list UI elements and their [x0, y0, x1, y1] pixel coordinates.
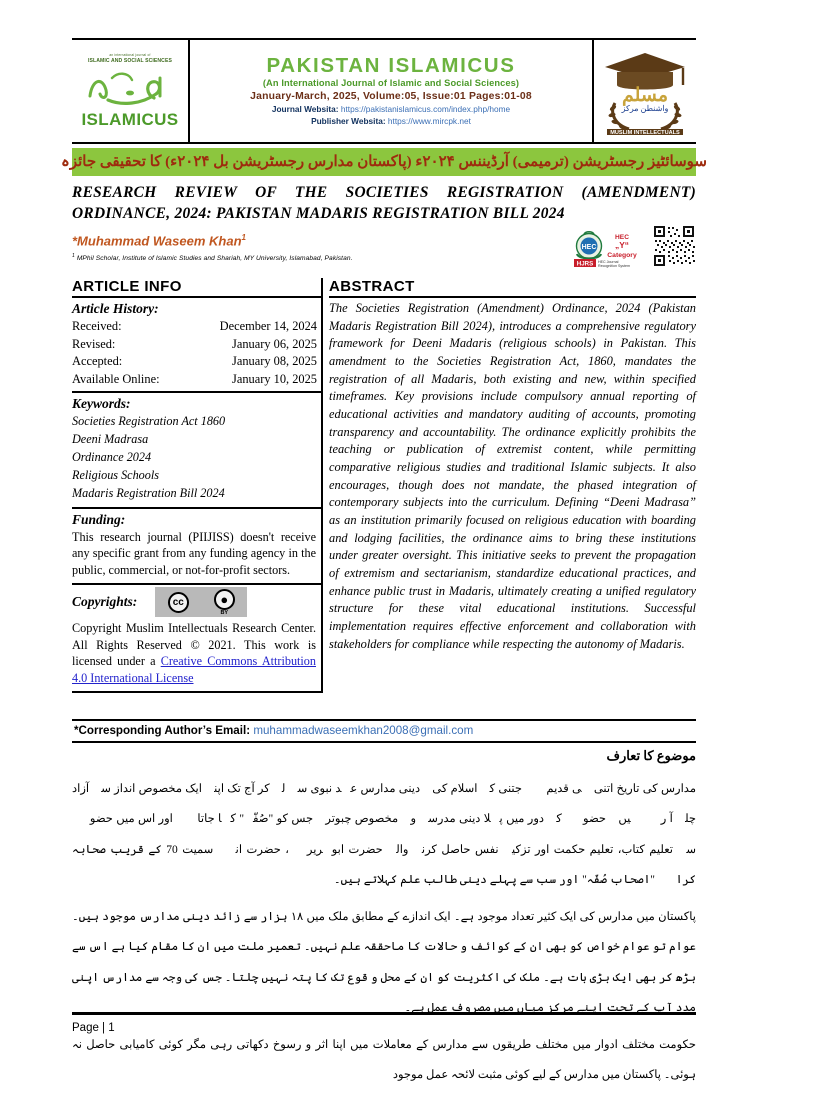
logo-wordmark: ISLAMICUS	[81, 109, 179, 129]
urdu-paragraph: مدارس کی تاریخ اتنی ہی قدیم ہے جتنی کہ اسلام کی۔ دینی مدارس عہد نبوی سے لے کر آج تک اپنے ایک مخصوص انداز سے آزاد چلے آ رہے ہیں۔ حضورؐ کے دور میں پہلا دینی مدرسہ وہ مخصوص چبوترہ جس کو "صُفّہ" کہا جاتا ہے اور اس میں حضورؐ سے تعلیم کتاب، تعلیم حکمت اور تزکیہ نفس حاصل کرنے والے حضرت ابوہریرہؓ، حضرت انسؓ سمیت 70 کے قریب صحابہ کرامؓ "اصحاب صُفّہ" اور سب سے پہلے دینی طالب علم کہلاتے ہیں۔	[72, 783, 697, 887]
journal-title: PAKISTAN ISLAMICUS	[266, 53, 516, 77]
history-row	[72, 353, 321, 371]
article-info-heading: ARTICLE INFO	[72, 278, 321, 298]
page-number: Page | 1	[72, 1022, 115, 1034]
copyright-statement: Copyright Muslim Intellectuals Research Center. All Rights Reserved © 2021. This work is licensed under a	[72, 621, 316, 669]
hec-category-badge	[572, 230, 646, 268]
cc-by-label: BY	[220, 609, 229, 616]
svg-text:HJRS: HJRS	[576, 260, 594, 268]
svg-text:HEC Journal: HEC Journal	[598, 260, 619, 264]
islamicus-logo	[72, 40, 190, 142]
history-value: January 10, 2025	[232, 371, 317, 386]
history-label: Available Online:	[72, 371, 160, 386]
funding-text: This research journal (PIIJISS) doesn't receive any specific grant from any funding agency in the public, commercial, or not-for-profit sectors.	[72, 529, 316, 577]
history-row	[72, 371, 321, 389]
history-value: January 08, 2025	[232, 354, 317, 369]
mirc-logo	[592, 40, 696, 142]
masthead-center	[190, 40, 592, 142]
creative-commons-badge-icon	[155, 587, 247, 617]
arabic-calligraphy-icon	[82, 66, 178, 110]
article-history-label: Article History:	[72, 301, 159, 316]
affiliation-marker: 1	[72, 252, 75, 259]
urdu-paragraph: حکومت مختلف ادوار میں مختلف طریقوں سے مدارس کے معاملات میں اپنا اثر و رسوخ دکھاتی رہی مگر کوئی کامیابی حاصل نہ ہوئی۔ پاکستان میں مدارس کے لیے کوئی مثبت لائحہ عمل موجود	[72, 1038, 696, 1082]
history-value: January 06, 2025	[232, 336, 317, 351]
history-label: Accepted:	[72, 354, 123, 369]
keyword-item: Religious Schools	[72, 467, 159, 482]
svg-text:„Y“: „Y“	[615, 240, 629, 250]
publisher-website-label: Publisher Websita:	[311, 116, 386, 127]
svg-text:Category: Category	[607, 252, 637, 259]
corresponding-author-email[interactable]: muhammadwaseemkhan2008@gmail.com	[253, 724, 474, 737]
svg-text:MUSLIM INTELLECTUALS: MUSLIM INTELLECTUALS	[610, 129, 680, 136]
urdu-section-heading: موضوع کا تعارف	[606, 748, 696, 763]
publisher-website-url[interactable]: https://www.mircpk.net	[387, 116, 471, 127]
svg-text:مسلم: مسلم	[621, 85, 669, 106]
title-block	[72, 182, 696, 268]
page-title: RESEARCH REVIEW OF THE SOCIETIES REGISTRATION (AMENDMENT) ORDINANCE, 2024: PAKISTAN MADARIS REGISTRATION BILL 2024	[72, 184, 696, 223]
abstract-column	[323, 278, 696, 693]
abstract-heading: ABSTRACT	[329, 278, 696, 298]
urdu-title-banner	[61, 148, 707, 176]
keywords-label: Keywords:	[72, 396, 131, 412]
qr-code-icon	[652, 224, 696, 268]
svg-text:HEC: HEC	[581, 244, 597, 251]
copyrights-label: Copyrights:	[72, 594, 138, 610]
svg-text:Recognition System: Recognition System	[598, 264, 630, 268]
publisher-website-row	[311, 116, 471, 126]
author-affil-marker: 1	[241, 232, 246, 242]
graduation-cap-logo-icon	[599, 45, 691, 137]
masthead	[72, 38, 696, 144]
article-info-abstract-table	[72, 278, 696, 693]
abstract-text: The Societies Registration (Amendment) Ordinance, 2024 (Pakistan Madaris Registration Bill 2024), introduces a comprehensive regulatory framework for Deeni Madaris (religious schools) in Pakistan. This amendment to the Societies Registration Act, 1860, mandates the registration of all Madaris, both existing and new, within specified timeframes. Key provisions include compulsory annual reporting of educational activities and mandatory auditing of accounts, promoting transparency and accountability. The ordinance explicitly prohibits the teaching or publication of extremist content, while permitting comparative religious studies and traditional Islamic subjects. It also encourages, though does not mandate, the phased integration of contemporary subjects into the curriculum. Defining “Deeni Madrasa” as an institution primarily focused on religious education with boarding and lodging facilities, the ordinance aims to bring these institutions under greater oversight. This initiative seeks to prevent the propagation of extremism and sectarianism, standardize educational practices, and enhance public trust in Madaris, ultimately creating a unified regulatory structure for these vital educational institutions. Successful implementation requires effective enforcement and collaboration with stakeholders for compliance while respecting the autonomy of Madaris.	[329, 301, 696, 651]
corresponding-author-label: *Corresponding Author’s Email:	[74, 724, 251, 737]
person-icon: ●	[214, 589, 235, 610]
keyword-item: Societies Registration Act 1860	[72, 414, 226, 429]
journal-website-url[interactable]: https://pakistanislamicus.com/index.php/home	[340, 104, 511, 115]
logo-tagline: ISLAMIC AND SOCIAL SCIENCES	[88, 57, 172, 64]
svg-text:واشنطن مركز: واشنطن مركز	[621, 104, 669, 113]
urdu-body-section	[72, 748, 696, 1097]
history-label: Received:	[72, 319, 122, 333]
copyright-text	[72, 620, 321, 686]
footer-divider	[72, 1012, 696, 1015]
keyword-item: Ordinance 2024	[72, 450, 152, 465]
history-row	[72, 336, 321, 354]
funding-label: Funding:	[72, 511, 126, 527]
keywords-list	[72, 413, 321, 502]
issue-line: January-March, 2025, Volume:05, Issue:01 Pages:01-08	[250, 91, 532, 103]
keyword-item: Madaris Registration Bill 2024	[72, 485, 225, 500]
author-label: *Muhammad Waseem Khan	[72, 232, 242, 248]
history-value: December 14, 2024	[219, 319, 317, 333]
corresponding-author-row	[72, 719, 696, 743]
article-history-list	[72, 318, 321, 388]
license-link[interactable]: Creative Commons Attribution 4.0 International License	[72, 654, 316, 686]
journal-subtitle: (An International Journal of Islamic and Social Sciences)	[262, 78, 520, 89]
affiliation-text: MPhil Scholar, Institute of Islamic Studies and Shariah, MY University, Islamabad, Pakistan.	[76, 255, 353, 263]
logo-tagline-small: an international journal of	[109, 53, 151, 58]
urdu-paragraph: پاکستان میں مدارس کی ایک کثیر تعداد موجود ہے۔ ایک اندازے کے مطابق ملک میں ۱۸ ہزار سے زائد دینی مدارس موجود ہیں۔ عوام تو عوام خواص کو بھی ان کے کوائف و حالات کا ماحققہ علم نہیں۔ تعمیر ملت میں ان کا مقام کیا ہے اس سے بڑھ کر بھی ایک بڑی بات ہے۔ ملک کی اکثریت کو ان کے محل و قوع تک کا پتہ نہیں چلتا۔ جس کی وجہ سے مدارس اپنی مدد آپ کے تحت اپنے مرکز میاں میں مصروف عمل ہے۔	[72, 910, 696, 1015]
svg-text:HEC: HEC	[615, 234, 629, 241]
keyword-item: Deeni Madrasa	[72, 432, 149, 447]
article-info-column	[72, 278, 323, 693]
journal-website-row	[272, 104, 510, 114]
recognition-badges	[572, 224, 696, 268]
history-row	[72, 318, 321, 336]
banner-urdu-title: سوسائٹیز رجسٹریشن (ترمیمی) آرڈیننس ۲۰۲۴ء (پاکستان مدارس رجسٹریشن بل ۲۰۲۴ء) کا تحقیقی جائزہ	[61, 153, 707, 170]
journal-website-label: Journal Websita:	[271, 104, 339, 115]
cc-by-icon	[214, 589, 235, 616]
copyrights-row	[72, 587, 321, 617]
history-label: Revised:	[72, 336, 116, 351]
cc-icon: cc	[168, 592, 189, 613]
